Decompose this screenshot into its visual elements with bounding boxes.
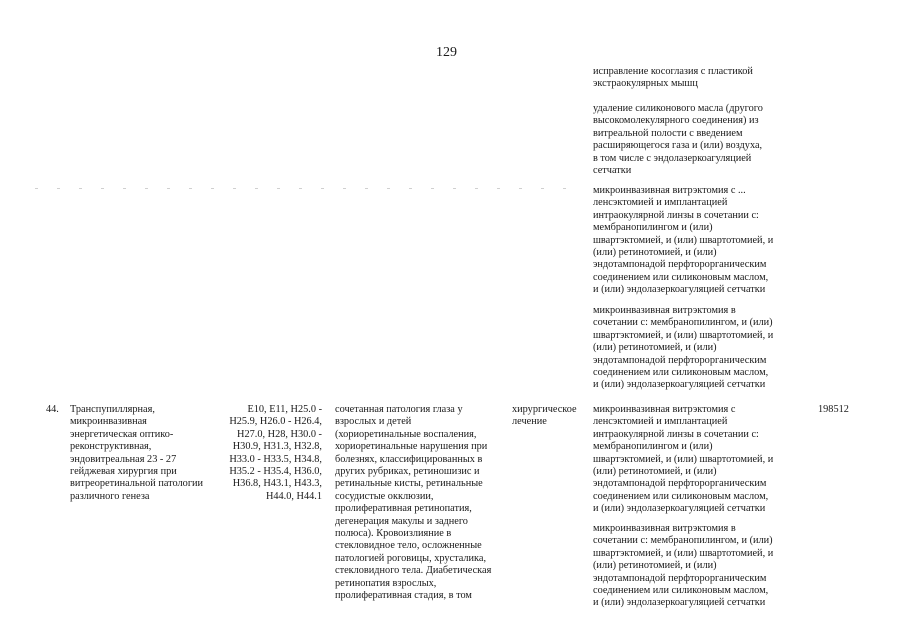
patient-model: сочетанная патология глаза у взрослых и детей (хориоретинальные воспаления, хориоретинальные нарушения при болезнях, классифицированных в других рубриках, ретиношизис и ретинальные кисты, ретинальные сосудистые окклюзии, пролиферативная ретинопатия, дегенерация макулы и заднего полюса). Кровоизлияние в стекловидное тело, осложненные патологией роговицы, хрусталика, стекловидного тела. Диабетическая ретинопатия взрослых, пролиферативная стадия, в том bbox=[335, 404, 492, 602]
icd-codes: E10, E11, H25.0 - H25.9, H26.0 - H26.4, H27.0, H28, H30.0 - H30.9, H31.3, H32.8, H33.0 - H33.5, H34.8, H35.2 - H35.4, H36.0, H36.8, H43.1, H43.3, H44.0, H44.1 bbox=[229, 404, 322, 502]
procedure-item: микроинвазивная витрэктомия в сочетании с: мембранопилингом, и (или) швартэктомией, и (или) швартотомией, и (или) ретинотомией, и (или) эндотампонадой перфторорганическим соединением или силиконовым маслом, и (или) эндолазеркоагуляцией сетчатки bbox=[593, 523, 774, 609]
row-number: 44. bbox=[46, 404, 59, 415]
page-number: 129 bbox=[436, 45, 457, 60]
scan-artifact-line bbox=[35, 188, 575, 189]
procedure-item: удаление силиконового масла (другого высокомолекулярного соединения) из витреальной полости с введением расширяющегося газа и (или) воздуха, в том числе с эндолазеркоагуляцией сетчатки bbox=[593, 103, 763, 177]
care-type-name: Транспупиллярная, микроинвазивная энергетическая оптико- реконструктивная, эндовитреальная 23 - 27 гейджевая хирургия при витреоретинальной патологии различного генеза bbox=[70, 404, 204, 502]
cost-norm: 198512 bbox=[818, 404, 849, 415]
treatment-type: хирургическое лечение bbox=[512, 404, 577, 428]
procedure-item: исправление косоглазия с пластикой экстраокулярных мышц bbox=[593, 66, 753, 90]
procedure-item: микроинвазивная витрэктомия в сочетании с: мембранопилингом, и (или) швартэктомией, и (или) швартотомией, и (или) ретинотомией, и (или) эндотампонадой перфторорганическим соединением или силиконовым маслом, и (или) эндолазеркоагуляцией сетчатки bbox=[593, 305, 774, 391]
procedure-item: микроинвазивная витрэктомия с ленсэктомией и имплантацией интраокулярной линзы в сочетании с: мембранопилингом и (или) швартэктомией, и (или) швартотомией, и (или) ретинотомией, и (или) эндотампонадой перфторорганическим соединением или силиконовым маслом, и (или) эндолазеркоагуляцией сетчатки bbox=[593, 404, 774, 515]
procedure-item: микроинвазивная витрэктомия с ... ленсэктомией и имплантацией интраокулярной линзы в сочетании с: мембранопилингом и (или) швартэктомией, и (или) швартотомией, и (или) ретинотомией, и (или) эндотампонадой перфторорганическим соединением или силиконовым маслом, и (или) эндолазеркоагуляцией сетчатки bbox=[593, 185, 774, 296]
